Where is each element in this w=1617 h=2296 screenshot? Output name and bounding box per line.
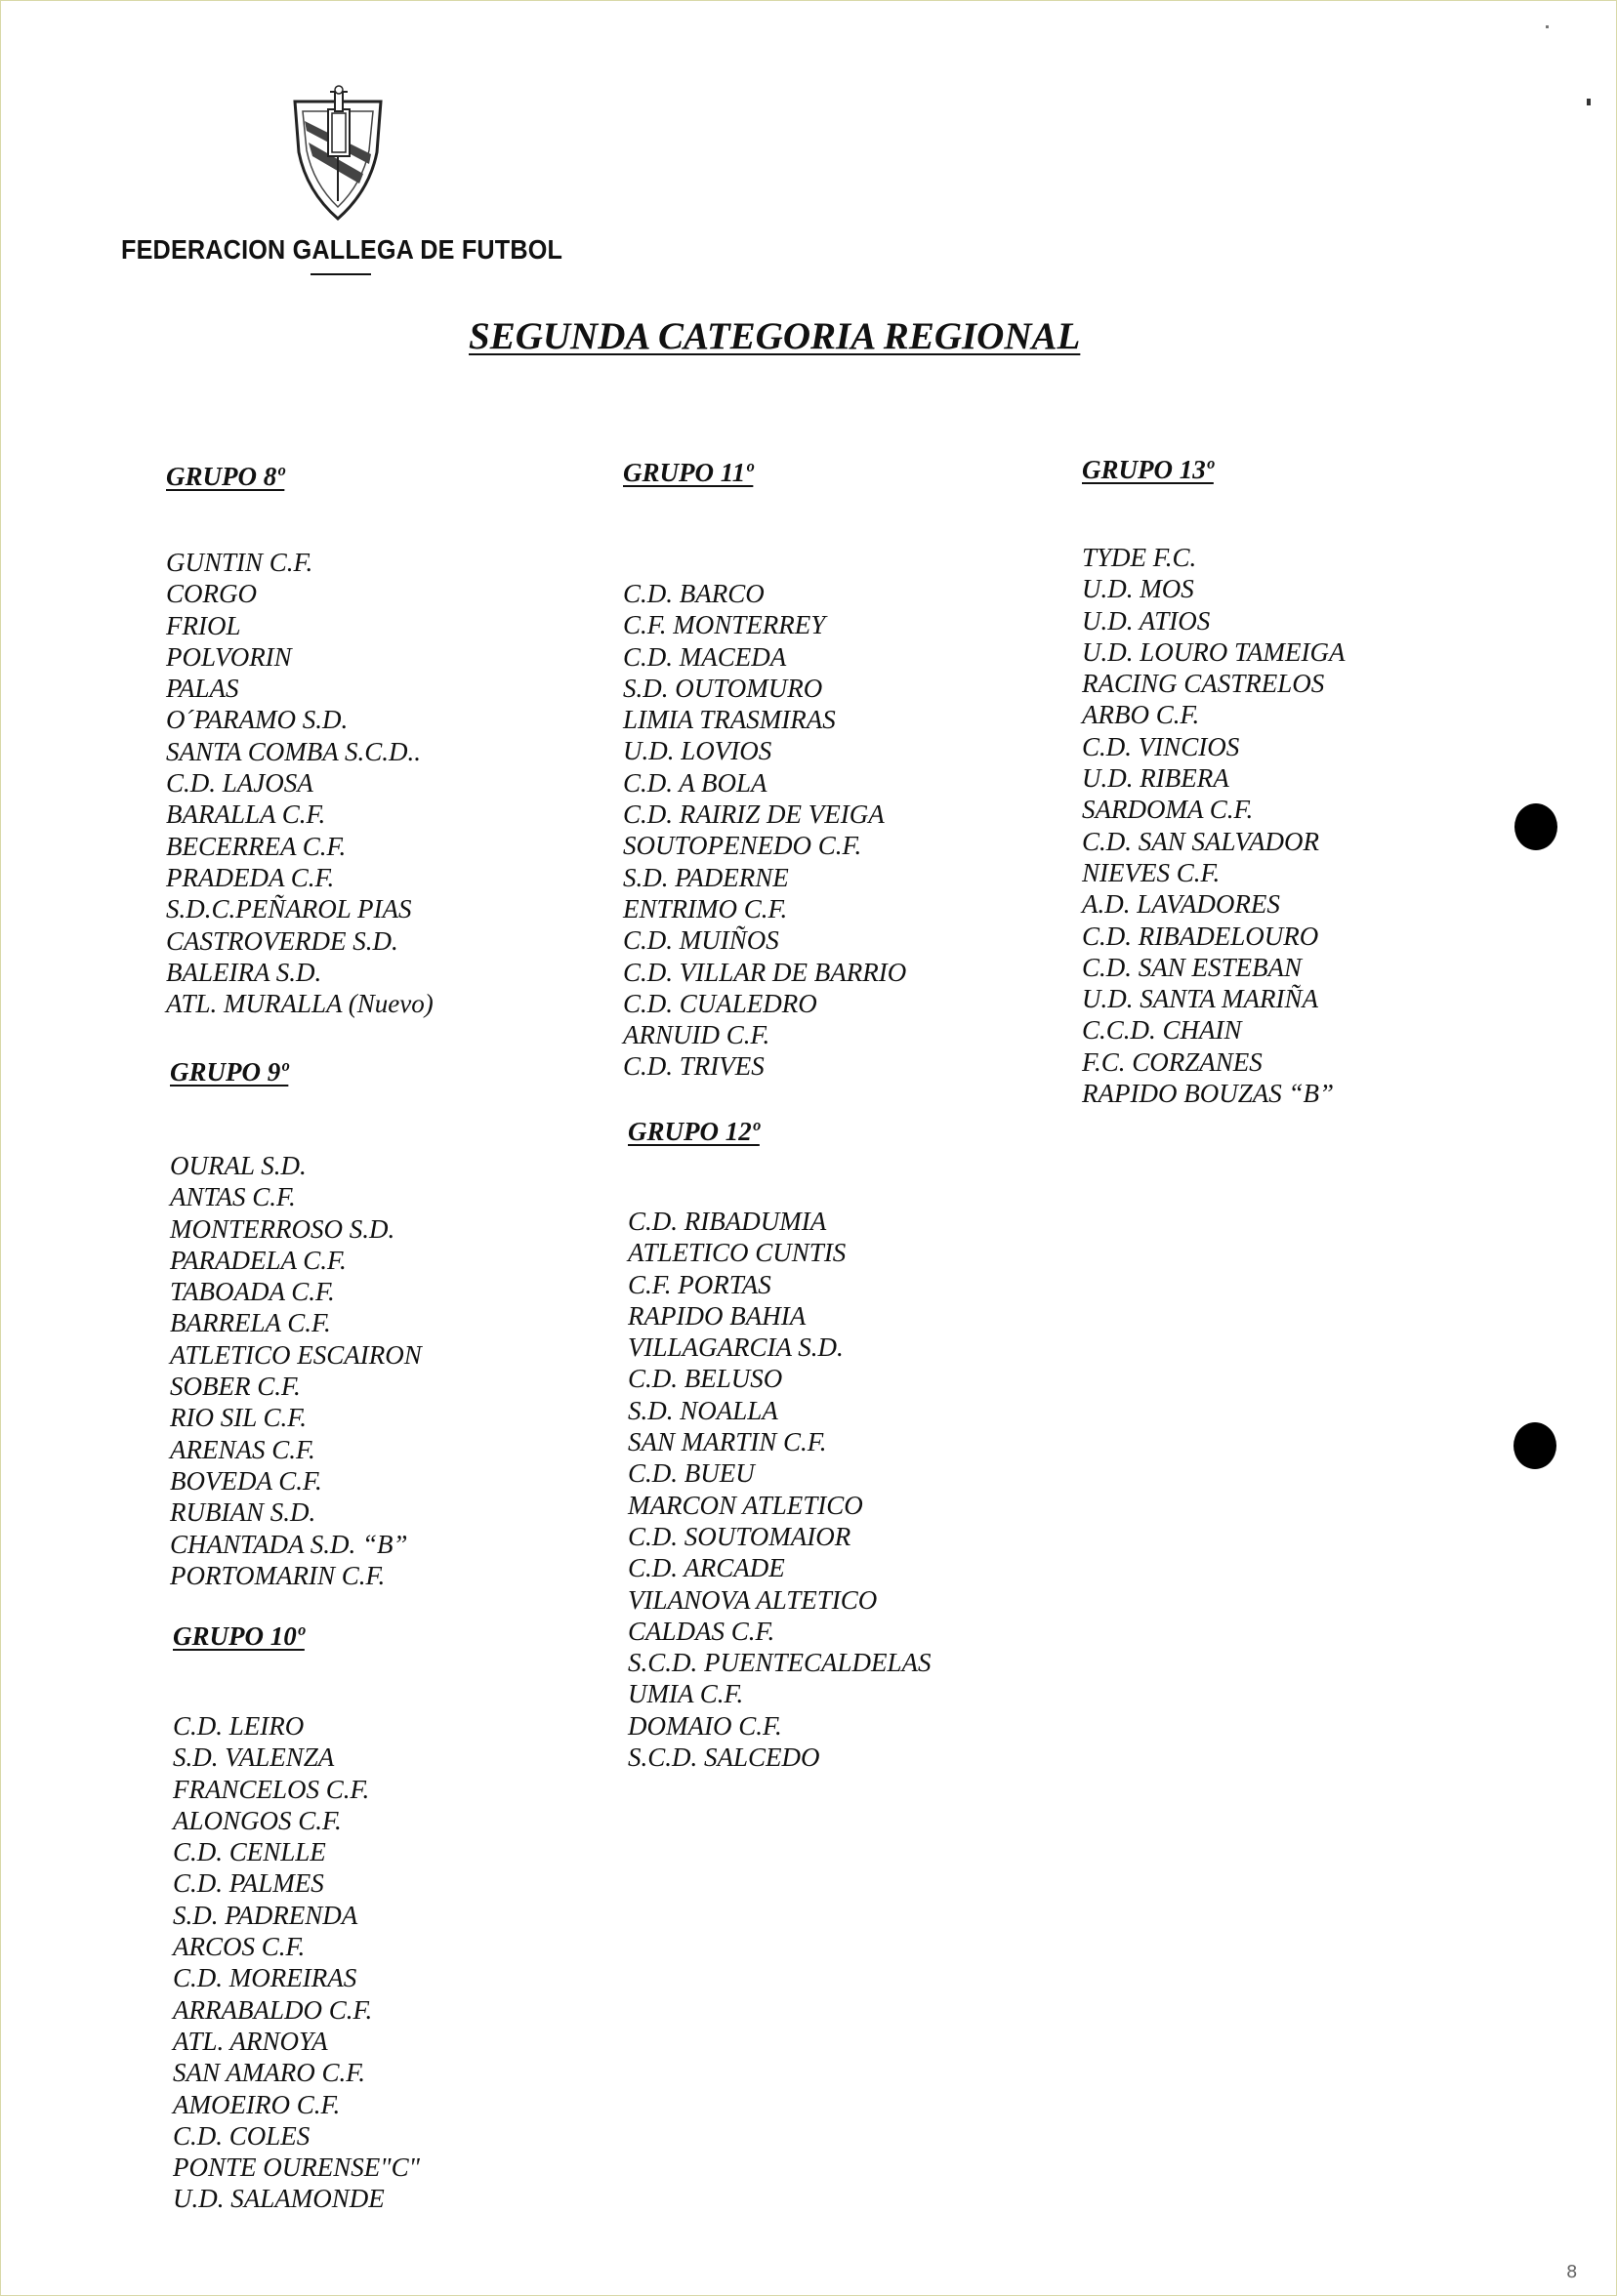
organization-name: FEDERACION GALLEGA DE FUTBOL: [121, 234, 563, 265]
team-item: CORGO: [166, 579, 257, 609]
page-number: 8: [1566, 2262, 1578, 2282]
team-item: SARDOMA C.F.: [1082, 795, 1254, 825]
team-item: CALDAS C.F.: [628, 1616, 775, 1646]
team-item: SAN AMARO C.F.: [173, 2058, 366, 2088]
team-item: TABOADA C.F.: [170, 1277, 335, 1307]
group-13: [1082, 454, 1345, 1109]
team-item: U.D. MOS: [1082, 574, 1194, 604]
team-item: C.D. SAN ESTEBAN: [1082, 952, 1303, 982]
team-item: FRIOL: [166, 610, 241, 640]
team-list: [170, 1150, 422, 1591]
team-item: MONTERROSO S.D.: [170, 1213, 395, 1244]
team-item: C.D. SAN SALVADOR: [1082, 826, 1319, 856]
team-item: TYDE F.C.: [1082, 543, 1197, 572]
team-item: C.D. MOREIRAS: [173, 1963, 357, 1993]
team-item: PALAS: [166, 674, 239, 704]
team-item: C.D. VINCIOS: [1082, 731, 1240, 761]
team-item: U.D. RIBERA: [1082, 763, 1229, 794]
team-item: C.D. RIBADUMIA: [628, 1207, 827, 1236]
scan-speck: [1587, 99, 1591, 105]
team-item: C.D. ARCADE: [628, 1553, 785, 1583]
team-item: RUBIAN S.D.: [170, 1497, 316, 1528]
team-item: O´PARAMO S.D.: [166, 705, 349, 735]
team-item: BARRELA C.F.: [170, 1308, 331, 1338]
team-item: C.D. RAIRIZ DE VEIGA: [623, 800, 885, 830]
team-item: SOUTOPENEDO C.F.: [623, 831, 862, 861]
team-item: C.D. LAJOSA: [166, 768, 313, 799]
group-title: GRUPO 11º: [623, 458, 754, 487]
group-title: GRUPO 9º: [170, 1057, 289, 1086]
group-9: [170, 1056, 422, 1591]
team-item: U.D. ATIOS: [1082, 605, 1211, 636]
team-item: C.D. VILLAR DE BARRIO: [623, 957, 907, 987]
team-item: F.C. CORZANES: [1082, 1046, 1263, 1077]
organization-underline: [311, 273, 371, 275]
team-item: C.D. CUALEDRO: [623, 988, 817, 1018]
team-item: S.D. NOALLA: [628, 1395, 778, 1425]
team-item: OURAL S.D.: [170, 1151, 307, 1180]
team-item: A.D. LAVADORES: [1082, 889, 1280, 920]
team-item: ARENAS C.F.: [170, 1434, 315, 1464]
team-item: S.D. OUTOMURO: [623, 673, 823, 703]
group-title: GRUPO 12º: [628, 1117, 760, 1146]
team-item: RAPIDO BAHIA: [628, 1300, 807, 1331]
punch-hole: [1514, 803, 1557, 850]
team-item: ARNUID C.F.: [623, 1020, 770, 1050]
team-item: ARRABALDO C.F.: [173, 1994, 373, 2025]
team-item: S.D. PADERNE: [623, 862, 789, 892]
team-item: S.C.D. SALCEDO: [628, 1742, 820, 1773]
team-item: C.D. BUEU: [628, 1458, 755, 1489]
group-12: [628, 1116, 932, 1773]
team-item: C.D. LEIRO: [173, 1711, 305, 1741]
team-item: AMOEIRO C.F.: [173, 2089, 341, 2119]
team-item: CASTROVERDE S.D.: [166, 925, 398, 956]
team-list: [166, 547, 434, 1019]
team-item: ATLETICO ESCAIRON: [170, 1339, 422, 1370]
team-item: C.D. MACEDA: [623, 641, 787, 672]
group-10: [173, 1620, 420, 2215]
federation-crest-icon: [291, 82, 385, 221]
team-item: BOVEDA C.F.: [170, 1465, 322, 1496]
team-item: PORTOMARIN C.F.: [170, 1560, 386, 1590]
team-item: GUNTIN C.F.: [166, 548, 313, 577]
team-item: BECERREA C.F.: [166, 831, 347, 861]
team-item: SANTA COMBA S.C.D..: [166, 736, 422, 766]
team-list: [173, 1710, 420, 2215]
team-item: RAPIDO BOUZAS “B”: [1082, 1079, 1334, 1109]
team-item: U.D. LOURO TAMEIGA: [1082, 636, 1346, 667]
team-item: NIEVES C.F.: [1082, 857, 1221, 887]
team-item: C.D. BELUSO: [628, 1364, 783, 1394]
team-item: ANTAS C.F.: [170, 1182, 296, 1212]
team-list: [628, 1206, 932, 1773]
team-item: ATL. MURALLA (Nuevo): [166, 989, 434, 1019]
group-11: [623, 457, 906, 1083]
team-list: [623, 578, 906, 1083]
team-item: SOBER C.F.: [170, 1372, 301, 1402]
team-item: U.D. LOVIOS: [623, 736, 772, 766]
team-item: SAN MARTIN C.F.: [628, 1427, 827, 1457]
team-item: POLVORIN: [166, 641, 292, 672]
punch-hole: [1513, 1422, 1556, 1469]
team-item: C.C.D. CHAIN: [1082, 1015, 1242, 1046]
team-item: BALEIRA S.D.: [166, 957, 322, 987]
team-item: C.D. SOUTOMAIOR: [628, 1521, 851, 1551]
team-item: C.D. MUIÑOS: [623, 925, 779, 956]
team-item: U.D. SALAMONDE: [173, 2184, 385, 2214]
team-item: ATLETICO CUNTIS: [628, 1238, 847, 1268]
team-item: C.D. RIBADELOURO: [1082, 921, 1319, 951]
team-item: ARBO C.F.: [1082, 700, 1200, 730]
group-title: GRUPO 13º: [1082, 455, 1214, 484]
team-item: C.D. BARCO: [623, 579, 765, 608]
team-item: LIMIA TRASMIRAS: [623, 705, 836, 735]
team-item: BARALLA C.F.: [166, 800, 326, 830]
group-title: GRUPO 10º: [173, 1621, 305, 1651]
group-title: GRUPO 8º: [166, 462, 285, 491]
team-item: ATL. ARNOYA: [173, 2026, 328, 2056]
team-item: C.D. A BOLA: [623, 767, 767, 798]
team-item: ENTRIMO C.F.: [623, 893, 788, 923]
team-item: S.D. PADRENDA: [173, 1900, 358, 1930]
team-item: C.F. PORTAS: [628, 1269, 771, 1299]
team-item: FRANCELOS C.F.: [173, 1774, 370, 1804]
team-item: C.D. PALMES: [173, 1868, 324, 1899]
team-item: C.D. CENLLE: [173, 1837, 326, 1867]
team-item: U.D. SANTA MARIÑA: [1082, 984, 1318, 1014]
document-title: SEGUNDA CATEGORIA REGIONAL: [469, 315, 1081, 357]
team-item: DOMAIO C.F.: [628, 1710, 782, 1741]
team-item: C.D. TRIVES: [623, 1051, 765, 1082]
team-item: S.D. VALENZA: [173, 1742, 335, 1773]
team-item: RACING CASTRELOS: [1082, 669, 1325, 699]
group-8: [166, 461, 434, 1019]
team-item: PARADELA C.F.: [170, 1245, 347, 1275]
team-item: MARCON ATLETICO: [628, 1490, 863, 1520]
team-item: RIO SIL C.F.: [170, 1403, 308, 1433]
team-item: VILLAGARCIA S.D.: [628, 1332, 844, 1363]
team-item: PONTE OURENSE"C": [173, 2152, 420, 2183]
team-item: ARCOS C.F.: [173, 1932, 306, 1962]
team-item: C.F. MONTERREY: [623, 610, 826, 640]
team-item: UMIA C.F.: [628, 1679, 744, 1709]
scan-speck: [1546, 25, 1549, 28]
team-item: C.D. COLES: [173, 2120, 311, 2151]
team-item: VILANOVA ALTETICO: [628, 1584, 878, 1615]
team-item: S.D.C.PEÑAROL PIAS: [166, 894, 412, 924]
team-list: [1082, 542, 1345, 1109]
team-item: S.C.D. PUENTECALDELAS: [628, 1648, 932, 1678]
team-item: CHANTADA S.D. “B”: [170, 1529, 408, 1559]
team-item: PRADEDA C.F.: [166, 862, 335, 892]
team-item: ALONGOS C.F.: [173, 1805, 342, 1835]
